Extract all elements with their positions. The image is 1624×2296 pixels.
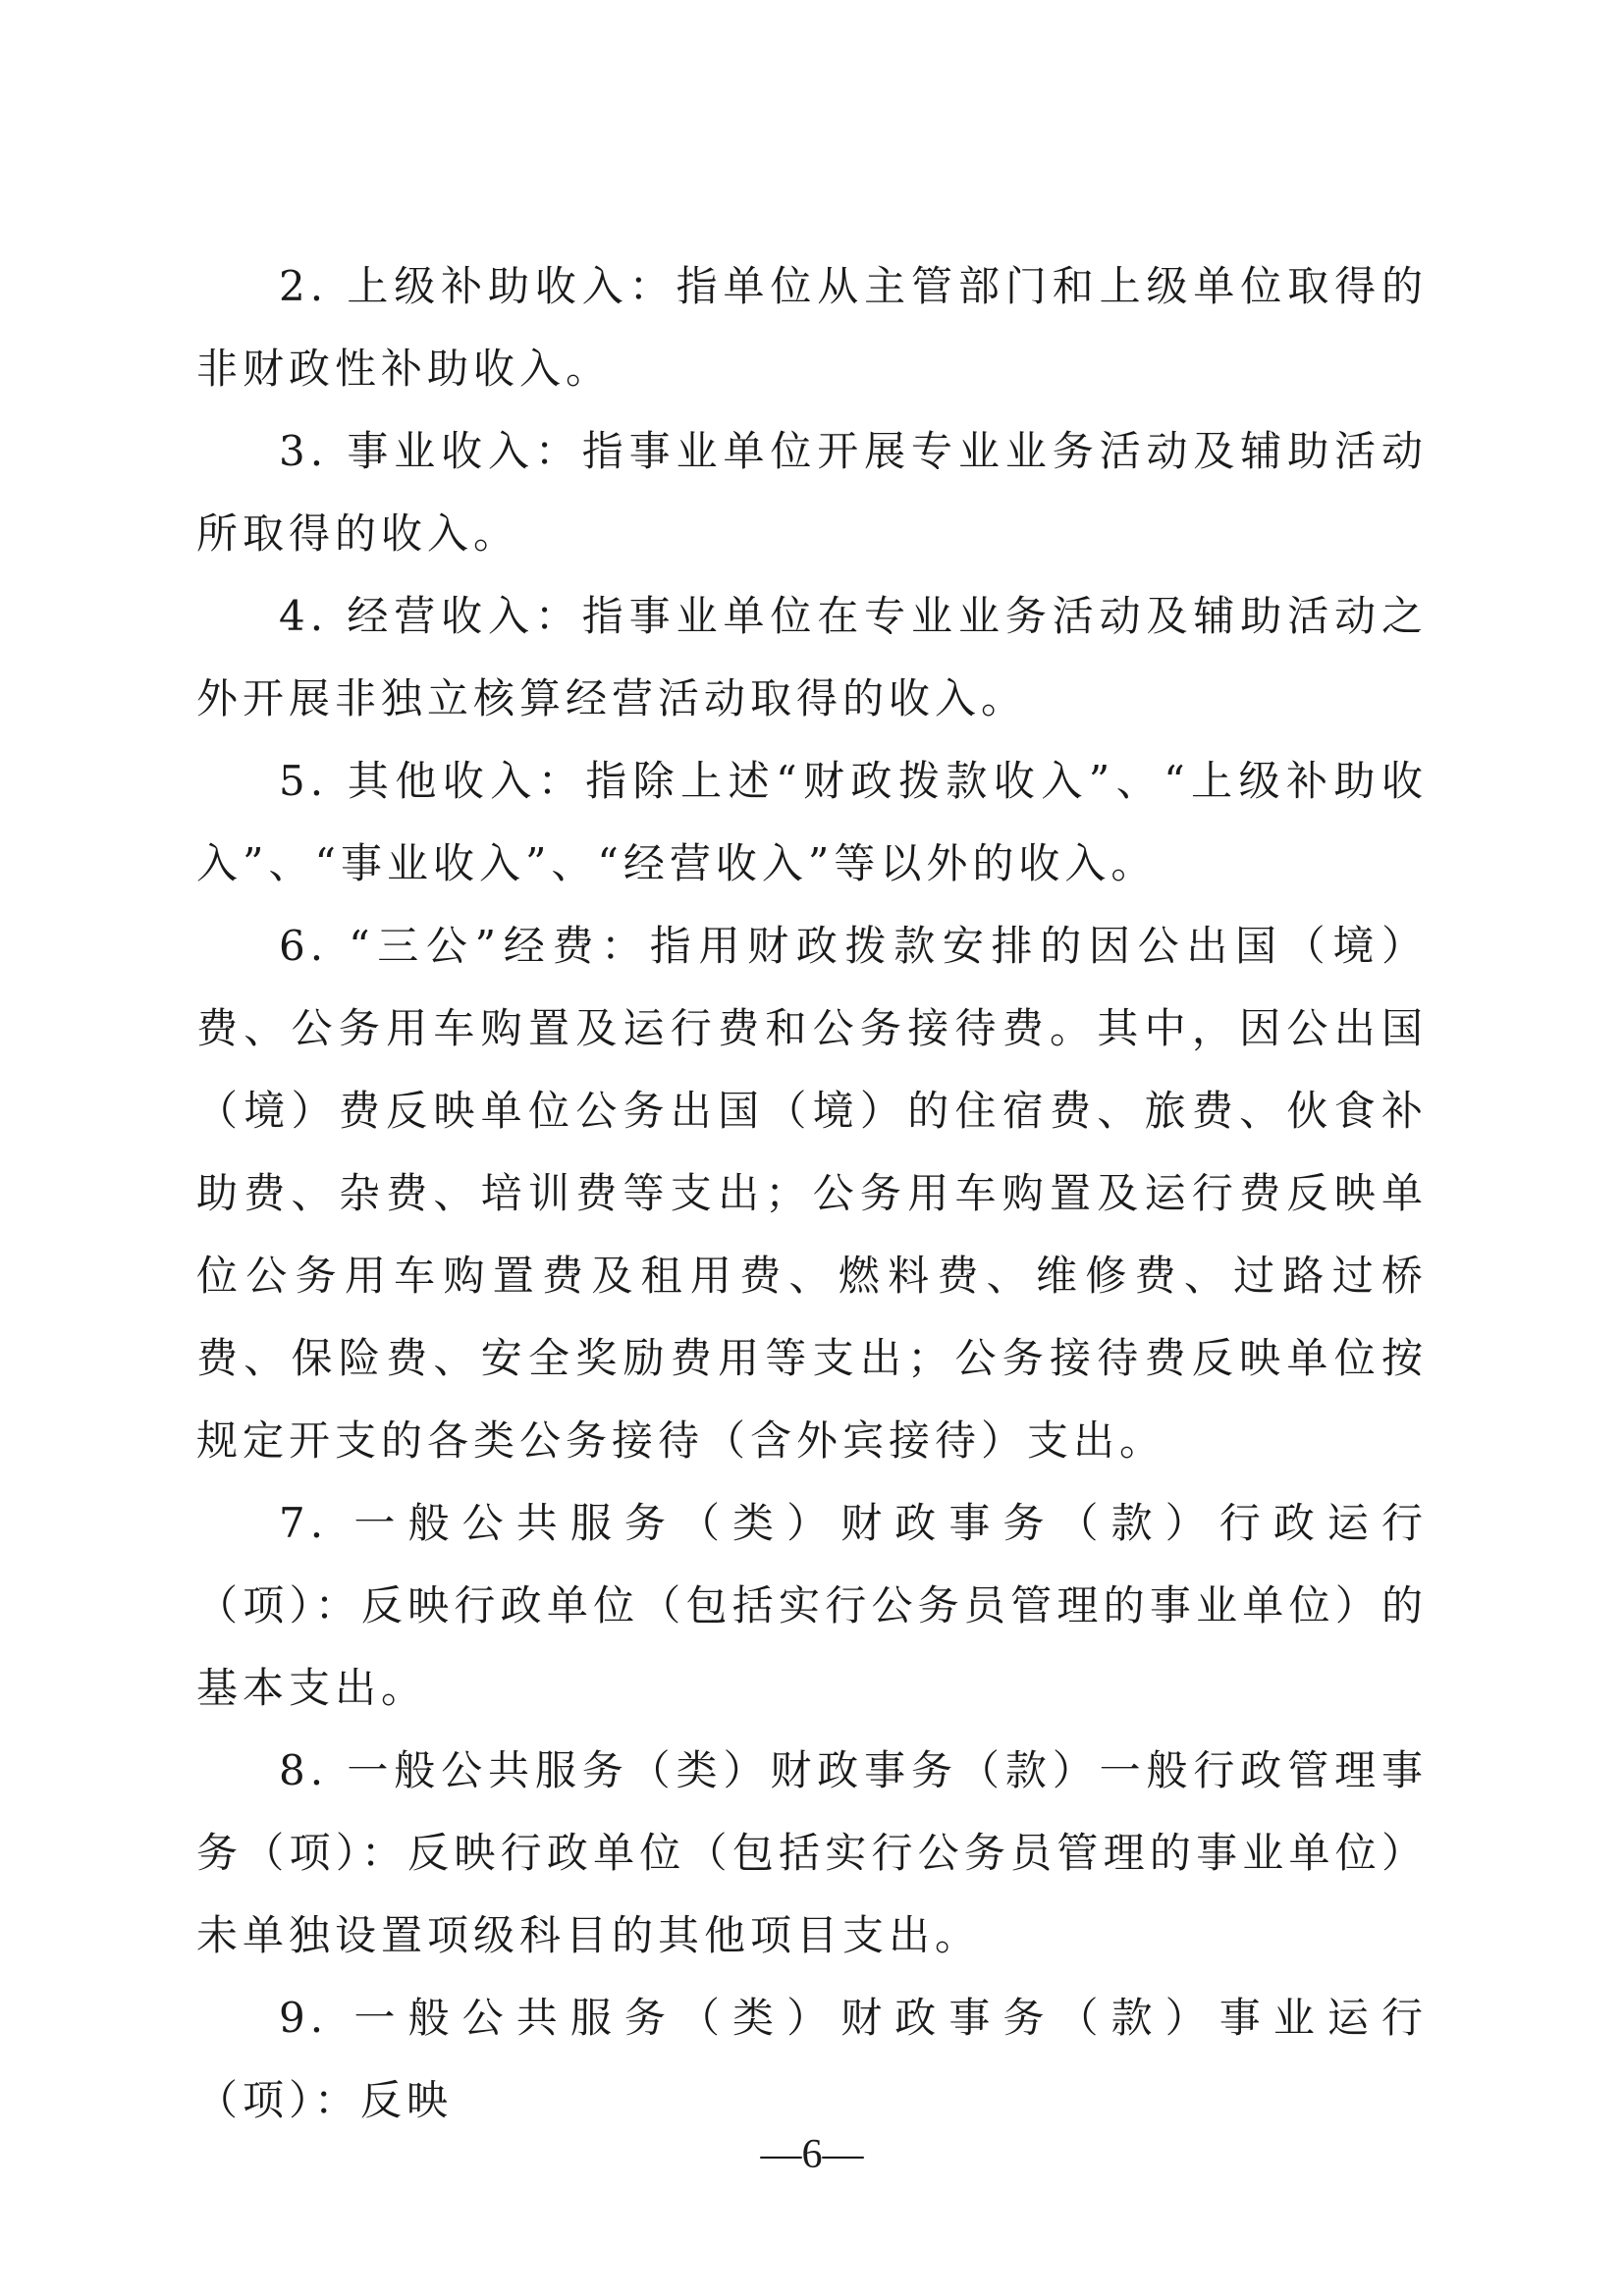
paragraph-upper-level-subsidy: 2. 上级补助收入：指单位从主管部门和上级单位取得的非财政性补助收入。 [196, 262, 1428, 393]
paragraph-other-income: 5. 其他收入：指除上述“财政拨款收入”、“上级补助收入”、“事业收入”、“经营收入”等以外的收入。 [196, 757, 1428, 887]
page-number: —6— [760, 2132, 864, 2177]
paragraph-operating-income: 4. 经营收入：指事业单位在专业业务活动及辅助活动之外开展非独立核算经营活动取得的收入。 [196, 592, 1428, 722]
paragraph-institution-operation: 9. 一般公共服务（类）财政事务（款）事业运行（项）：反映 [196, 1994, 1428, 2124]
paragraph-administrative-operation: 7. 一般公共服务（类）财政事务（款）行政运行（项）：反映行政单位（包括实行公务员管理的事业单位）的基本支出。 [196, 1499, 1428, 1712]
paragraph-general-administrative-affairs: 8. 一般公共服务（类）财政事务（款）一般行政管理事务（项）：反映行政单位（包括实行公务员管理的事业单位）未单独设置项级科目的其他项目支出。 [196, 1746, 1428, 1959]
paragraph-business-income: 3. 事业收入：指事业单位开展专业业务活动及辅助活动所取得的收入。 [196, 427, 1428, 558]
document-body [196, 245, 1428, 2142]
paragraph-three-public-expenses: 6. “三公”经费：指用财政拨款安排的因公出国（境）费、公务用车购置及运行费和公务接待费。其中，因公出国（境）费反映单位公务出国（境）的住宿费、旅费、伙食补助费、杂费、培训费等支出；公务用车购置及运行费反映单位公务用车购置费及租用费、燃料费、维修费、过路过桥费、保险费、安全奖励费用等支出；公务接待费反映单位按规定开支的各类公务接待（含外宾接待）支出。 [196, 922, 1428, 1465]
